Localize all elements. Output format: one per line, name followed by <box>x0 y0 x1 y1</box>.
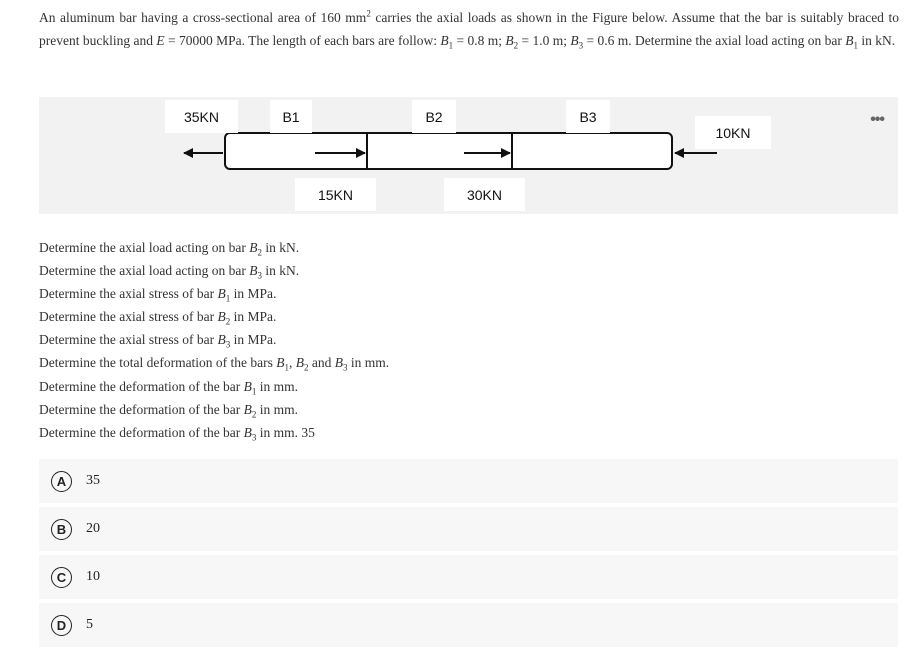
sub-question: Determine the deformation of the bar $B_2$ in mm. <box>39 401 299 420</box>
question-part: = 0.6 m. Determine the axial load acting on bar <box>583 33 846 48</box>
question-part: carries the axial loads as shown in the Figure below. Assume that the bar is suitably braced to prevent buckling and <box>39 10 899 48</box>
option-text: 5 <box>86 617 93 632</box>
symbol-b: B <box>440 33 449 48</box>
option-a[interactable] <box>39 459 898 503</box>
sub-question: Determine the axial stress of bar $B_1$ in MPa. <box>39 286 277 304</box>
sub-question: Determine the deformation of the bar $B_1$ in mm. <box>39 378 299 397</box>
option-letter-badge: D <box>51 615 72 636</box>
force-15-label: 15KN <box>295 178 376 211</box>
right-force-label: 10KN <box>695 116 771 149</box>
sub-question: Determine the total deformation of the bars $B_1$, $B_2$ and $B_3$ in mm. <box>39 355 390 374</box>
question-part: = 0.8 m; <box>453 33 506 48</box>
superscript: 2 <box>366 8 371 19</box>
bar-body <box>225 133 672 169</box>
sub-question: Determine the axial load acting on bar $B_3$ in kN. <box>39 263 300 281</box>
question-part: = 1.0 m; <box>518 33 571 48</box>
subscript: 3 <box>578 40 584 51</box>
bar3-label: B3 <box>566 100 610 133</box>
subscript: 2 <box>513 40 519 51</box>
option-text: 35 <box>86 473 100 488</box>
bar1-label: B1 <box>270 100 312 133</box>
subscript: 1 <box>448 40 454 51</box>
option-d[interactable] <box>39 603 898 647</box>
figure-panel <box>39 97 898 214</box>
option-text: 20 <box>86 521 100 536</box>
bar2-label: B2 <box>412 100 456 133</box>
option-text: 10 <box>86 569 100 584</box>
more-options-icon[interactable]: ••• <box>870 111 884 128</box>
question-part: in kN. <box>858 33 896 48</box>
left-force-label: 35KN <box>165 100 238 133</box>
question-part: = 70000 MPa. The length of each bars are follow: <box>164 33 441 48</box>
symbol-b: B <box>570 33 579 48</box>
option-letter-badge: A <box>51 471 72 492</box>
force-30-label: 30KN <box>444 178 525 211</box>
sub-question: Determine the deformation of the bar $B_3$ in mm. 35 <box>39 424 315 443</box>
question-text <box>39 6 899 52</box>
option-letter-badge: C <box>51 567 72 588</box>
sub-question: Determine the axial stress of bar $B_2$ in MPa. <box>39 309 277 327</box>
sub-question: Determine the axial load acting on bar $B_2$ in kN. <box>39 240 300 258</box>
sub-question: Determine the axial stress of bar $B_3$ in MPa. <box>39 332 277 351</box>
option-b[interactable] <box>39 507 898 551</box>
option-letter-badge: B <box>51 519 72 540</box>
answer-options <box>39 459 898 651</box>
option-c[interactable] <box>39 555 898 599</box>
symbol-e: E <box>156 33 165 48</box>
question-part: An aluminum bar having a cross-sectional area of 160 mm <box>39 10 367 25</box>
symbol-b: B <box>845 33 854 48</box>
sub-question-list <box>39 236 389 444</box>
subscript: 1 <box>853 40 859 51</box>
symbol-b: B <box>505 33 514 48</box>
